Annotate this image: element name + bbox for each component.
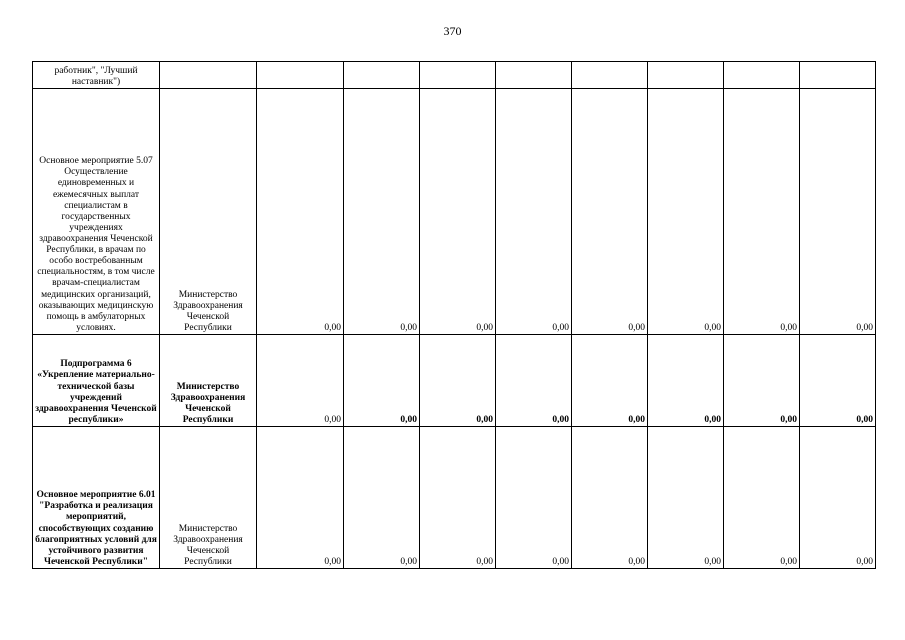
table-row	[33, 335, 876, 427]
value-cell: 0,00	[724, 89, 800, 335]
value-cell	[648, 62, 724, 89]
value-cell: 0,00	[257, 335, 344, 427]
value-cell: 0,00	[724, 427, 800, 569]
value-cell: 0,00	[648, 89, 724, 335]
table-row	[33, 62, 876, 89]
row-executor-cell: Министерство Здравоохранения Чеченской Республики	[160, 89, 257, 335]
value-cell: 0,00	[572, 427, 648, 569]
value-cell: 0,00	[420, 89, 496, 335]
value-cell	[800, 62, 876, 89]
value-cell: 0,00	[724, 335, 800, 427]
value-cell: 0,00	[800, 427, 876, 569]
value-cell: 0,00	[800, 335, 876, 427]
row-name-cell: Основное мероприятие 6.01 "Разработка и реализация мероприятий, способствующих созданию благоприятных условий для устойчивого развития Чеченской Республики"	[33, 427, 160, 569]
value-cell: 0,00	[344, 89, 420, 335]
value-cell	[344, 62, 420, 89]
value-cell: 0,00	[572, 335, 648, 427]
value-cell: 0,00	[496, 427, 572, 569]
value-cell: 0,00	[496, 89, 572, 335]
value-cell: 0,00	[648, 335, 724, 427]
value-cell: 0,00	[496, 335, 572, 427]
value-cell: 0,00	[344, 335, 420, 427]
row-name-cell: Подпрограмма 6 «Укрепление материально-технической базы учреждений здравоохранения Чеченской республики»	[33, 335, 160, 427]
value-cell: 0,00	[257, 89, 344, 335]
row-executor-cell: Министерство Здравоохранения Чеченской Республики	[160, 427, 257, 569]
table-row	[33, 89, 876, 335]
value-cell: 0,00	[648, 427, 724, 569]
page-number: 370	[443, 24, 462, 38]
row-name-cell: работник", "Лучший наставник")	[33, 62, 160, 89]
row-executor-cell: Министерство Здравоохранения Чеченской Республики	[160, 335, 257, 427]
value-cell: 0,00	[257, 427, 344, 569]
value-cell: 0,00	[344, 427, 420, 569]
row-name-cell: Основное мероприятие 5.07 Осуществление единовременных и ежемесячных выплат специалистам в государственных учреждениях здравоохранения Чеченской Республики, в врачам по особо востребованным специальностям, в том числе врачам-специалистам медицинских организаций, оказывающих медицинскую помощь в амбулаторных условиях.	[33, 89, 160, 335]
value-cell: 0,00	[420, 335, 496, 427]
value-cell: 0,00	[800, 89, 876, 335]
value-cell: 0,00	[572, 89, 648, 335]
row-executor-cell	[160, 62, 257, 89]
value-cell	[572, 62, 648, 89]
table-row	[33, 427, 876, 569]
value-cell	[496, 62, 572, 89]
value-cell	[257, 62, 344, 89]
value-cell	[724, 62, 800, 89]
budget-table	[32, 61, 876, 569]
value-cell: 0,00	[420, 427, 496, 569]
value-cell	[420, 62, 496, 89]
